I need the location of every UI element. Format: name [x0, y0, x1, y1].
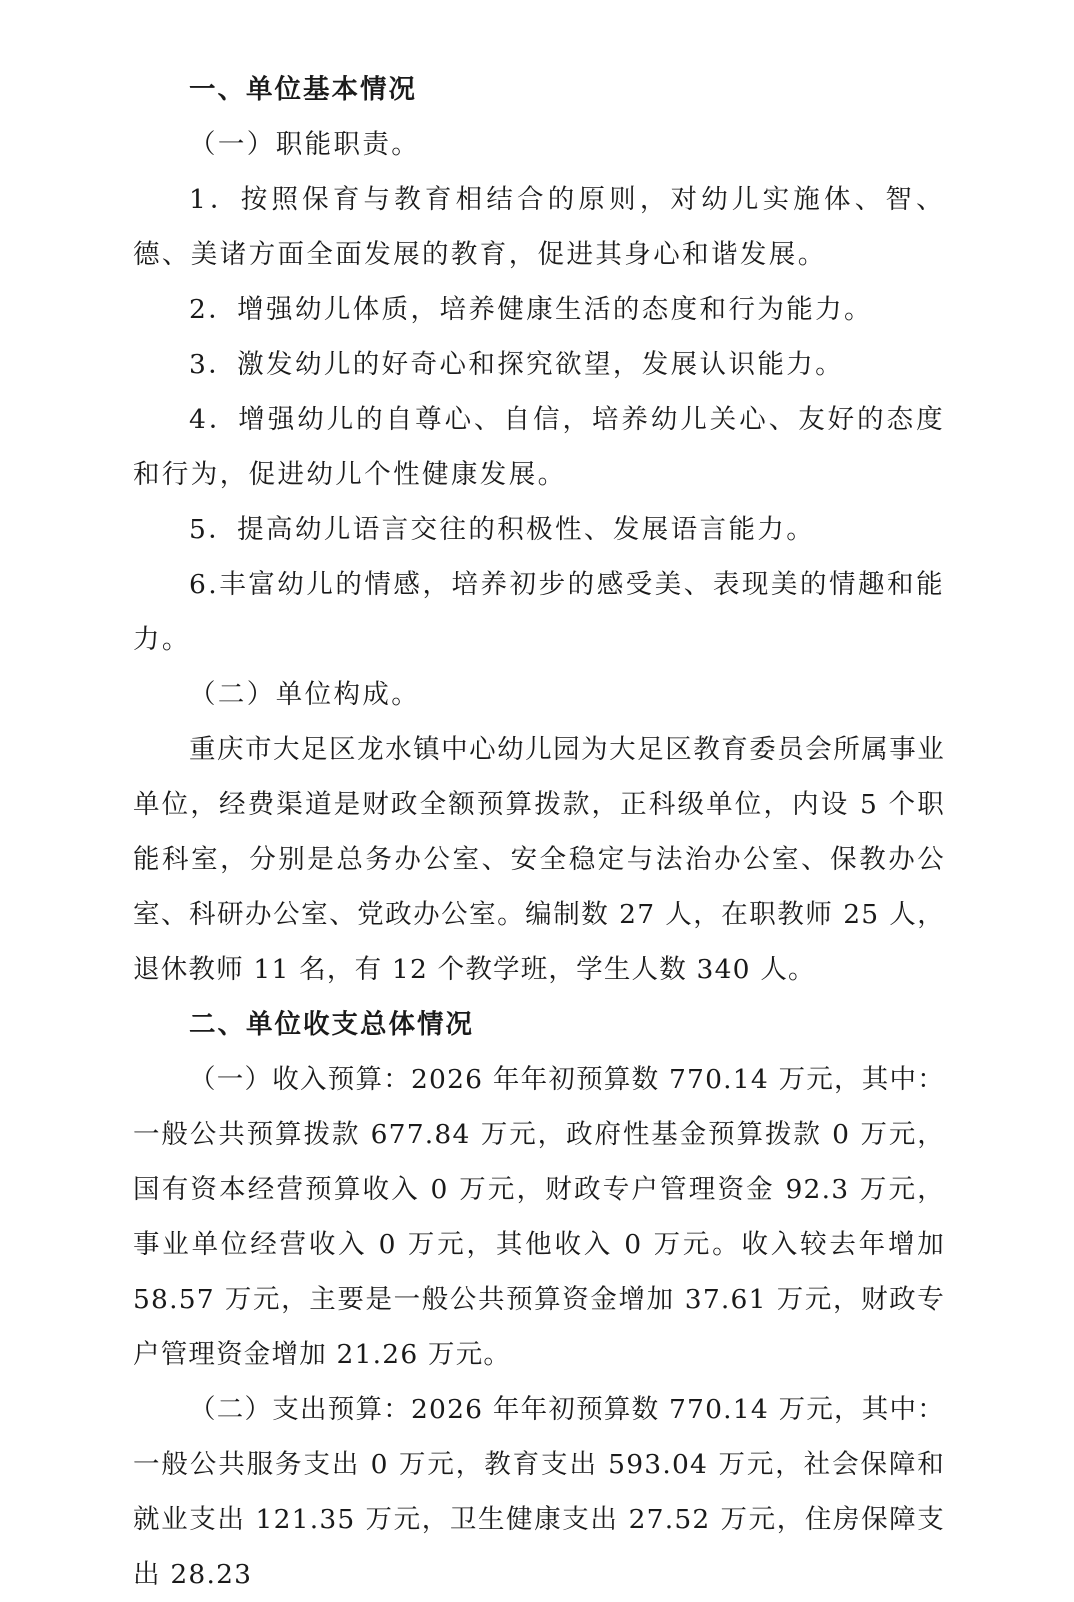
section-heading-basic-info: 一、单位基本情况 — [189, 74, 417, 105]
income-budget-paragraph: （一）收入预算：2026 年年初预算数 770.14 万元，其中：一般公共预算拨款 677.84 万元，政府性基金预算拨款 0 万元，国有资本经营预算收入 0 万元，财政专户管理资金 92.3 万元，事业单位经营收入 0 万元，其他收入 0 万元。收入较去年增加 58.57 万元，主要是一般公共预算资金增加 37.61 万元，财政专户管理资金增加 21.26 万元。 — [133, 1064, 945, 1370]
section-heading-budget: 二、单位收支总体情况 — [189, 1009, 474, 1040]
duty-item-2: 2．增强幼儿体质，培养健康生活的态度和行为能力。 — [189, 294, 873, 325]
composition-paragraph: 重庆市大足区龙水镇中心幼儿园为大足区教育委员会所属事业单位，经费渠道是财政全额预算拨款，正科级单位，内设 5 个职能科室，分别是总务办公室、安全稳定与法治办公室、保教办公室、科研办公室、党政办公室。编制数 27 人，在职教师 25 人，退休教师 11 名，有 12 个教学班，学生人数 340 人。 — [133, 734, 945, 985]
duty-item-3: 3．激发幼儿的好奇心和探究欲望，发展认识能力。 — [189, 349, 845, 380]
subheading-duties: （一）职能职责。 — [189, 129, 421, 160]
duty-item-6: 6.丰富幼儿的情感，培养初步的感受美、表现美的情趣和能力。 — [133, 569, 945, 655]
duty-item-5: 5．提高幼儿语言交往的积极性、发展语言能力。 — [189, 514, 816, 545]
document-page — [133, 62, 945, 1602]
subheading-composition: （二）单位构成。 — [189, 679, 421, 710]
expense-budget-paragraph: （二）支出预算：2026 年年初预算数 770.14 万元，其中：一般公共服务支出 0 万元，教育支出 593.04 万元，社会保障和就业支出 121.35 万元，卫生健康支出 27.52 万元，住房保障支出 28.23 — [133, 1394, 945, 1590]
duty-item-1: 1．按照保育与教育相结合的原则，对幼儿实施体、智、德、美诸方面全面发展的教育，促进其身心和谐发展。 — [133, 184, 945, 270]
duty-item-4: 4．增强幼儿的自尊心、自信，培养幼儿关心、友好的态度和行为，促进幼儿个性健康发展。 — [133, 404, 945, 490]
